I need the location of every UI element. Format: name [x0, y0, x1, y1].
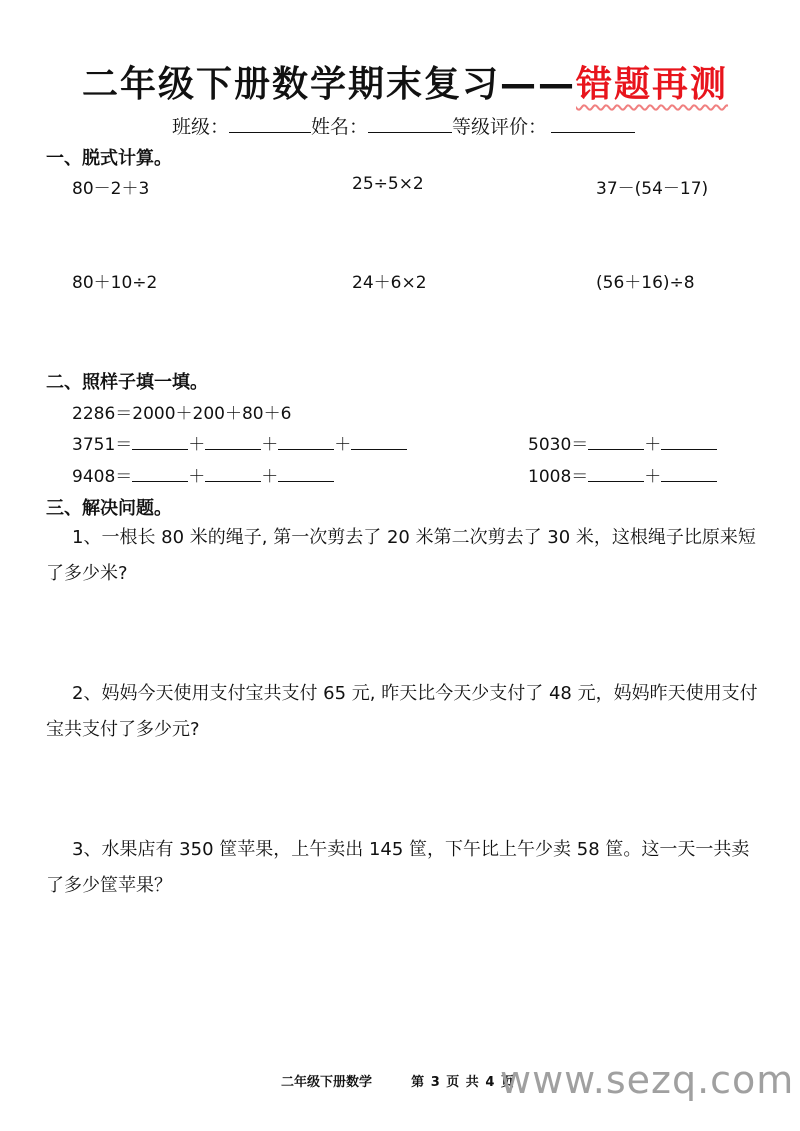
expression: (56＋16)÷8 — [596, 273, 695, 293]
expression: 37－(54－17) — [596, 179, 709, 199]
expression: 25÷5×2 — [352, 174, 424, 194]
blank[interactable] — [351, 433, 407, 450]
name-field[interactable] — [368, 114, 452, 133]
problem-2: 2、妈妈今天使用支付宝共支付 65 元, 昨天比今天少支付了 48 元，妈妈昨天使用支付宝共支付了多少元? — [46, 683, 758, 740]
blank[interactable] — [132, 465, 188, 482]
section1-heading: 一、脱式计算。 — [46, 148, 172, 169]
title-main: 二年级下册数学期末复习—— — [82, 64, 577, 105]
blank[interactable] — [588, 465, 644, 482]
footer — [281, 1071, 514, 1090]
expression: 80－2＋3 — [72, 179, 150, 199]
fill-item-3751 — [72, 430, 407, 455]
number-label: 9408＝ — [72, 467, 133, 487]
page-number: 第 3 页 共 4 页 — [411, 1075, 514, 1090]
grade-label: 等级评价： — [452, 116, 548, 138]
fill-item-1008 — [528, 462, 717, 487]
plus: ＋ — [261, 435, 279, 455]
section3-heading: 三、解决问题。 — [46, 498, 172, 519]
expression: 24＋6×2 — [352, 273, 427, 293]
plus: ＋ — [261, 467, 279, 487]
blank[interactable] — [588, 433, 644, 450]
class-field[interactable] — [229, 114, 311, 133]
blank[interactable] — [205, 433, 261, 450]
plus: ＋ — [644, 467, 662, 487]
student-info — [172, 112, 635, 139]
number-label: 3751＝ — [72, 435, 133, 455]
plus: ＋ — [644, 435, 662, 455]
problem-3: 3、水果店有 350 筐苹果，上午卖出 145 筐，下午比上午少卖 58 筐。这一天一共卖了多少筐苹果？ — [46, 839, 750, 896]
blank[interactable] — [205, 465, 261, 482]
blank[interactable] — [278, 465, 334, 482]
blank[interactable] — [278, 433, 334, 450]
blank[interactable] — [661, 465, 717, 482]
grade-field[interactable] — [551, 114, 635, 133]
name-label: 姓名： — [311, 116, 369, 138]
footer-subject: 二年级下册数学 — [281, 1075, 373, 1090]
title-highlight: 错题再测 — [576, 64, 729, 105]
plus: ＋ — [334, 435, 352, 455]
example-equation: 2286＝2000＋200＋80＋6 — [72, 404, 292, 424]
number-label: 5030＝ — [528, 435, 589, 455]
number-label: 1008＝ — [528, 467, 589, 487]
section2-heading: 二、照样子填一填。 — [46, 372, 208, 393]
blank[interactable] — [132, 433, 188, 450]
expression: 80＋10÷2 — [72, 273, 158, 293]
plus: ＋ — [188, 435, 206, 455]
fill-item-5030 — [528, 430, 717, 455]
blank[interactable] — [661, 433, 717, 450]
problem-1: 1、一根长 80 米的绳子, 第一次剪去了 20 米第二次剪去了 30 米，这根绳子比原来短了多少米? — [46, 527, 756, 584]
class-label: 班级： — [172, 116, 230, 138]
page-title — [82, 56, 728, 107]
watermark: www.sezq.com — [500, 1058, 795, 1102]
fill-item-9408 — [72, 462, 334, 487]
plus: ＋ — [188, 467, 206, 487]
